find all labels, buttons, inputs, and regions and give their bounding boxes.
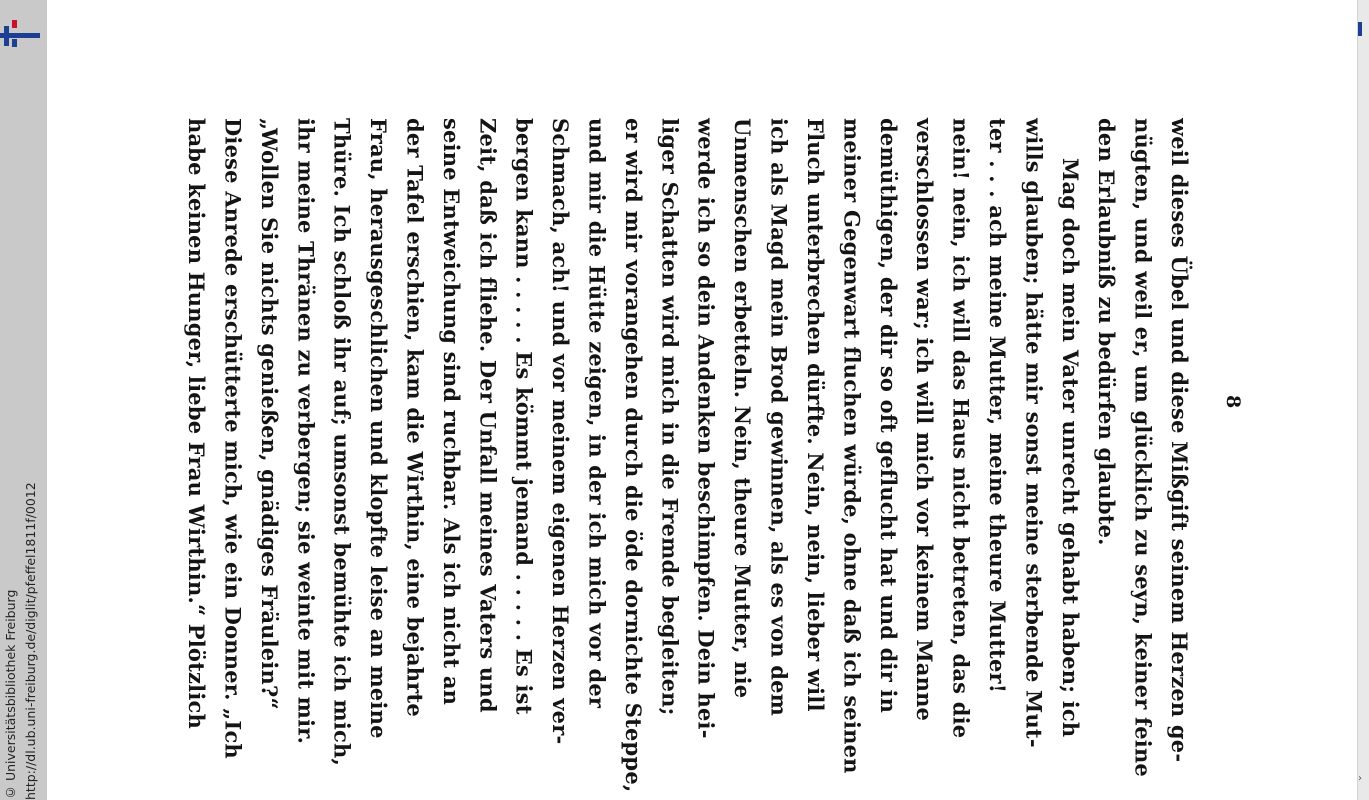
text-line: nügten, und weil er, um glücklich zu seyn, keiner feine (1130, 118, 1156, 777)
viewer-sidebar (0, 0, 47, 800)
vertical-scrollbar[interactable] (1357, 0, 1369, 800)
text-line: „Wollen Sie nichts genießen, gnädiges Fräulein?“ (256, 118, 282, 710)
text-line: Schmach, ach! und vor meinem eigenen Herzen ver- (548, 118, 574, 745)
text-line: Diese Anrede erschütterte mich, wie ein Donner. „Ich (220, 118, 246, 759)
library-logo (0, 20, 40, 50)
page-number: 8 (1222, 395, 1244, 409)
text-line: Zeit, daß ich fliehe. Der Unfall meines Vaters und (475, 118, 501, 713)
right-logo-mark (1358, 22, 1362, 36)
text-line: Fluch unterbrechen dürfte. Nein, nein, lieber will (802, 118, 828, 712)
document-url[interactable]: http://dl.ub.uni-freiburg.de/diglit/pfeffel1811f/0012 (23, 482, 38, 800)
text-line: ich als Magd mein Brod gewinnen, als es von dem (766, 118, 792, 717)
text-line: Frau, herausgeschlichen und klopfte leise an meine (366, 118, 392, 739)
scanned-page (47, 0, 1357, 800)
text-line: den Erlaubniß zu bedürfen glaubte. (1094, 118, 1120, 546)
text-line: ter . . . ach meine Mutter, meine theure Mutter! (984, 118, 1010, 694)
text-line: wills glauben; hätte mir sonst meine sterbende Mut- (1021, 118, 1047, 748)
text-line: ihr meine Thränen zu verbergen; sie weinte mit mir. (293, 118, 319, 745)
text-line: seine Entweichung sind ruchbar. Als ich nicht an (438, 118, 464, 706)
text-line: Mag doch mein Vater unrecht gehabt haben; ich (1057, 158, 1083, 738)
text-line: nein! nein, ich will das Haus nicht betreten, das die (948, 118, 974, 739)
text-line: Thüre. Ich schloß ihr auf; umsonst bemühte ich mich, (329, 118, 355, 767)
scroll-arrow-icon[interactable]: › (1358, 773, 1362, 784)
page-text (184, 118, 1197, 793)
copyright-notice: © Universitätsbibliothek Freiburg (3, 589, 18, 800)
text-line: habe keinen Hunger, liebe Frau Wirthin.“ Plötzlich (184, 118, 210, 729)
text-line: der Tafel erschien, kam die Wirthin, eine bejahrte (402, 118, 428, 717)
text-line: weil dieses Übel und diese Mißgift seinem Herzen ge- (1167, 118, 1192, 763)
text-line: meiner Gegenwart fluchen würde, ohne daß ich seinen (839, 118, 865, 774)
text-line: liger Schatten wird mich in die Fremde begleiten; (657, 118, 683, 716)
text-line: werde ich so dein Andenken beschimpfen. Dein hei- (693, 118, 719, 739)
text-line: demüthigen, der dir so oft geflucht hat und dir in (875, 118, 901, 714)
text-line: und mir die Hütte zeigen, in der ich mich vor der (584, 118, 610, 709)
text-line: bergen kann . . . . . Es kömmt jemand . . . . . Es ist (511, 118, 537, 715)
text-line: er wird mir vorangehen durch die öde dornichte Steppe, (620, 118, 646, 793)
text-line: Unmenschen erbetteln. Nein, theure Mutter, nie (730, 118, 756, 699)
text-line: verschlossen war; ich will mich vor keinem Manne (912, 118, 938, 722)
